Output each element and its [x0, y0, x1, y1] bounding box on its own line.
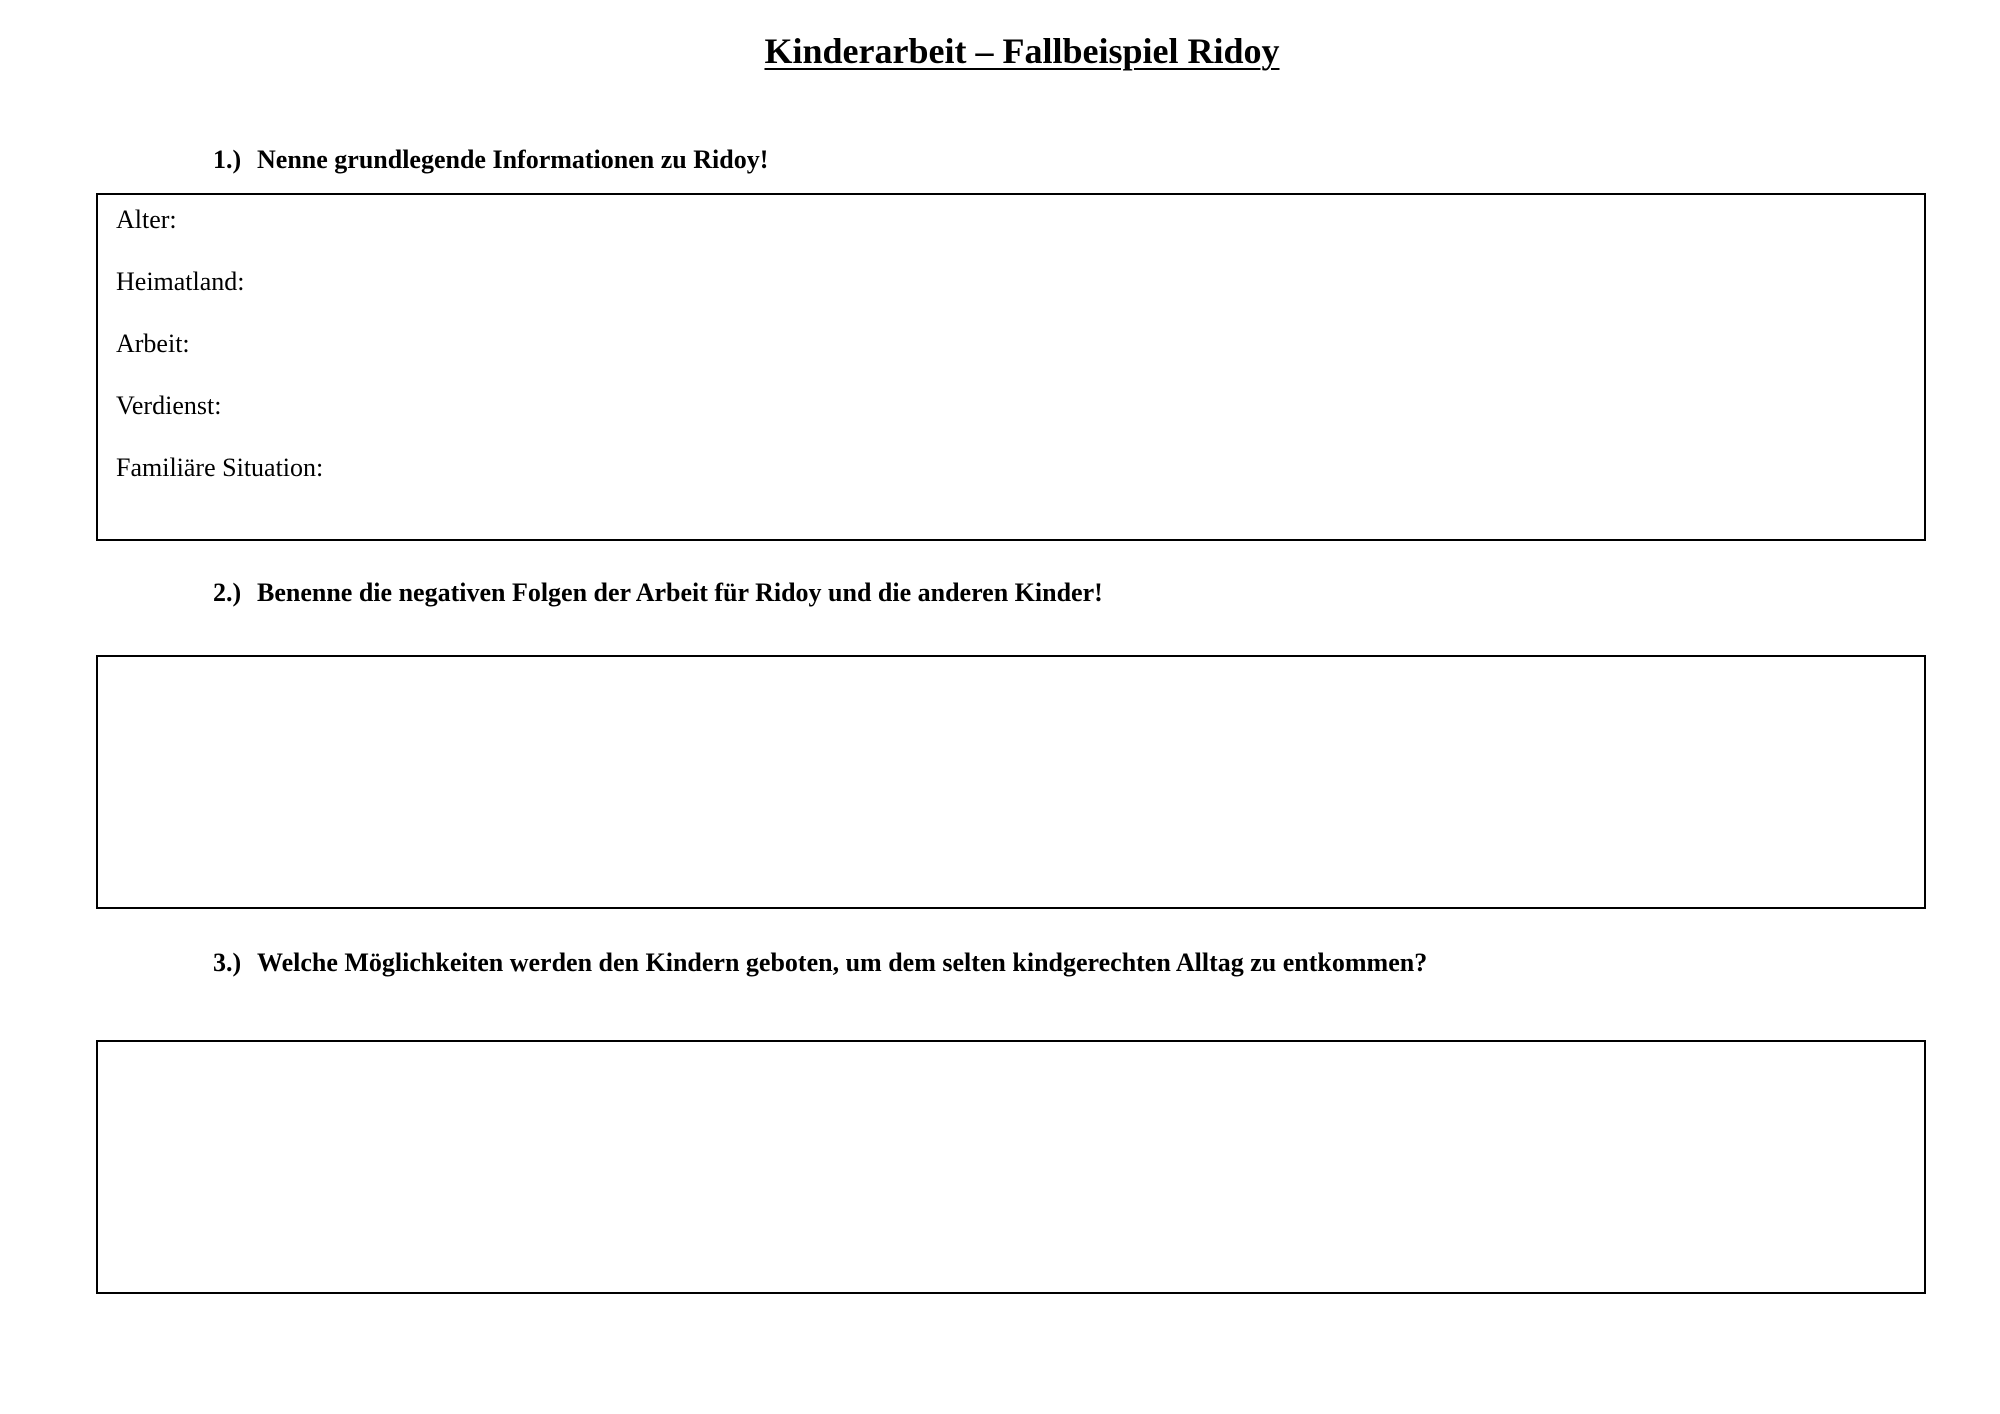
question-2: [213, 578, 1103, 608]
field-verdienst-label: Verdienst:: [116, 391, 222, 420]
question-3-text: Welche Möglichkeiten werden den Kindern geboten, um dem selten kindgerechten Alltag zu entkommen?: [257, 948, 1428, 977]
worksheet-title: Kinderarbeit – Fallbeispiel Ridoy: [764, 31, 1280, 71]
question-1-text: Nenne grundlegende Informationen zu Ridoy!: [257, 145, 769, 174]
answer-box-2[interactable]: [96, 655, 1926, 909]
info-field-list: [98, 195, 1924, 483]
question-2-text: Benenne die negativen Folgen der Arbeit für Ridoy und die anderen Kinder!: [257, 578, 1103, 607]
field-arbeit-label: Arbeit:: [116, 329, 190, 358]
question-1-number: 1.): [213, 145, 242, 174]
field-alter-label: Alter:: [116, 205, 177, 234]
question-3-number: 3.): [213, 948, 242, 977]
answer-box-3[interactable]: [96, 1040, 1926, 1294]
field-familiaere-situation-label: Familiäre Situation:: [116, 453, 324, 482]
field-heimatland-label: Heimatland:: [116, 267, 245, 296]
answer-box-1[interactable]: [96, 193, 1926, 541]
question-2-number: 2.): [213, 578, 242, 607]
question-3: [213, 948, 1427, 978]
question-1: [213, 145, 768, 175]
